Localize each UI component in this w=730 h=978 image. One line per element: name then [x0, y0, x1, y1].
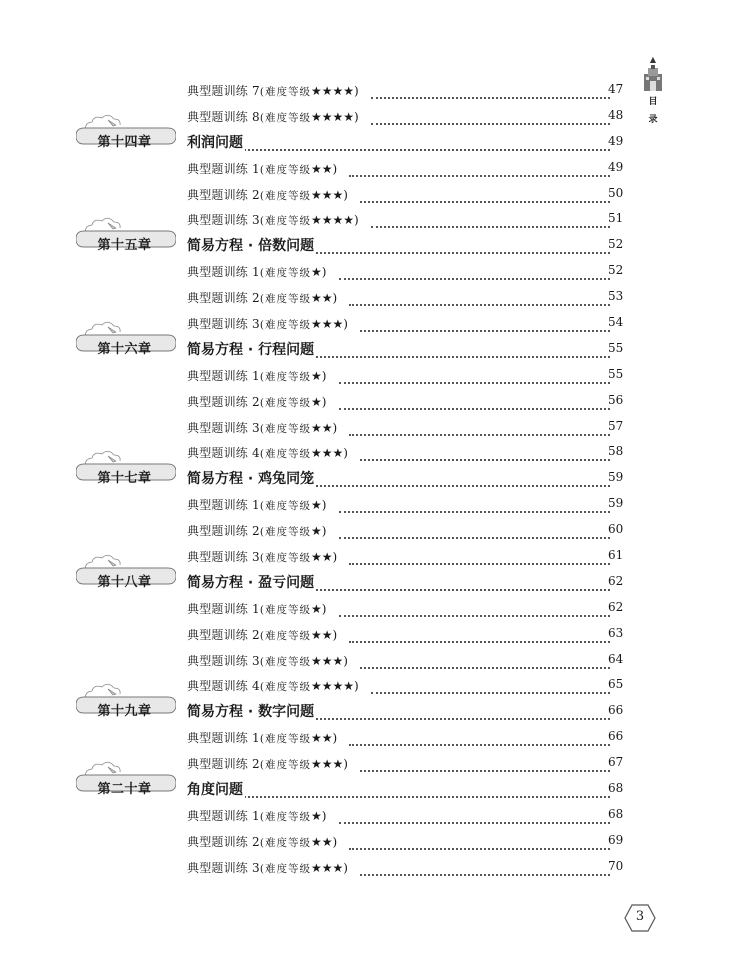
chapter-title[interactable]: 利润问题 — [187, 132, 245, 152]
difficulty-label: (难度等级 — [259, 86, 311, 98]
exercise-name: 典型题训练 1 — [187, 265, 260, 280]
difficulty-stars-icon: ★★★ — [310, 757, 344, 772]
dot-leader — [360, 316, 610, 332]
dot-leader — [339, 394, 610, 410]
exercise-row[interactable] — [0, 829, 730, 855]
dot-leader — [349, 549, 610, 565]
chapter-badge — [76, 215, 176, 255]
exercise-title[interactable] — [187, 677, 359, 694]
exercise-name: 典型题训练 3 — [187, 860, 260, 875]
exercise-name: 典型题训练 2 — [187, 524, 260, 539]
exercise-name: 典型题训练 7 — [187, 84, 260, 98]
dot-leader — [339, 264, 610, 280]
page-ref: 48 — [608, 107, 624, 122]
page-ref: 47 — [608, 82, 624, 96]
difficulty-label: (难度等级 — [259, 163, 311, 176]
exercise-row[interactable] — [0, 285, 730, 311]
page-ref: 66 — [608, 729, 624, 744]
difficulty-label: (难度等级 — [259, 629, 311, 642]
exercise-title[interactable] — [187, 807, 327, 824]
table-of-contents — [0, 78, 730, 881]
chapter-number: 第十八章 — [97, 574, 152, 590]
difficulty-stars-icon: ★ — [310, 524, 322, 539]
difficulty-stars-icon: ★★★ — [310, 860, 344, 875]
difficulty-label: (难度等级 — [259, 448, 311, 461]
exercise-row[interactable] — [0, 855, 730, 881]
difficulty-close: ) — [354, 679, 359, 694]
difficulty-close: ) — [321, 498, 327, 513]
exercise-name: 典型题训练 4 — [187, 679, 260, 694]
difficulty-stars-icon: ★★ — [310, 291, 333, 306]
chapter-number: 第十七章 — [97, 471, 152, 487]
difficulty-stars-icon: ★★★★ — [310, 213, 354, 228]
difficulty-label: (难度等级 — [259, 293, 311, 306]
difficulty-close: ) — [332, 420, 338, 435]
page-ref: 55 — [608, 366, 624, 381]
chapter-badge — [76, 552, 176, 592]
chapter-row[interactable] — [0, 466, 730, 492]
difficulty-stars-icon: ★★ — [310, 834, 333, 849]
difficulty-close: ) — [354, 213, 359, 228]
difficulty-close: ) — [332, 834, 338, 849]
exercise-name: 典型题训练 3 — [187, 420, 260, 435]
chapter-number: 第十九章 — [97, 704, 152, 720]
dot-leader — [349, 290, 610, 306]
exercise-title[interactable] — [187, 626, 337, 643]
difficulty-label: (难度等级 — [259, 759, 311, 772]
exercise-title[interactable] — [187, 186, 348, 203]
dot-leader — [240, 135, 610, 151]
page-ref: 63 — [608, 625, 624, 640]
exercise-row[interactable] — [0, 725, 730, 751]
exercise-name: 典型题训练 2 — [187, 291, 260, 306]
chapter-title[interactable]: 简易方程 · 行程问题 — [187, 339, 316, 359]
difficulty-stars-icon: ★★ — [310, 627, 333, 642]
dot-leader — [339, 497, 610, 513]
difficulty-close: ) — [321, 394, 327, 409]
difficulty-label: (难度等级 — [259, 319, 311, 332]
difficulty-label: (难度等级 — [259, 836, 311, 849]
chapter-row[interactable] — [0, 777, 730, 803]
difficulty-label: (难度等级 — [259, 526, 311, 539]
page-ref: 68 — [608, 781, 624, 796]
exercise-title[interactable] — [187, 160, 337, 177]
exercise-row[interactable] — [0, 648, 730, 674]
exercise-title[interactable] — [187, 522, 327, 539]
chapter-number: 第十四章 — [97, 134, 152, 150]
difficulty-label: (难度等级 — [259, 370, 311, 383]
difficulty-label: (难度等级 — [259, 810, 311, 823]
page-ref: 62 — [608, 599, 624, 614]
dot-leader — [339, 601, 610, 617]
exercise-title[interactable] — [187, 419, 337, 436]
page-ref: 55 — [608, 340, 624, 355]
page-ref: 51 — [608, 211, 624, 226]
difficulty-close: ) — [354, 109, 359, 124]
exercise-row[interactable] — [0, 259, 730, 285]
page-ref: 69 — [608, 832, 624, 847]
difficulty-stars-icon: ★★★★ — [310, 679, 354, 694]
up-triangle-icon: ▲ — [649, 55, 657, 64]
difficulty-label: (难度等级 — [259, 267, 311, 280]
difficulty-label: (难度等级 — [259, 215, 311, 228]
exercise-row[interactable] — [0, 78, 730, 104]
dot-leader — [360, 445, 610, 461]
page-ref: 49 — [608, 133, 624, 148]
exercise-title[interactable] — [187, 833, 337, 850]
dot-leader — [339, 368, 610, 384]
difficulty-label: (难度等级 — [259, 552, 311, 565]
dot-leader — [349, 730, 610, 746]
chapter-title[interactable]: 角度问题 — [187, 779, 245, 799]
exercise-name: 典型题训练 1 — [187, 161, 260, 176]
difficulty-stars-icon: ★ — [310, 601, 322, 616]
difficulty-stars-icon: ★★★★ — [310, 84, 354, 98]
difficulty-label: (难度等级 — [259, 862, 311, 875]
chapter-number: 第十六章 — [97, 341, 152, 357]
chapter-row[interactable] — [0, 130, 730, 156]
dot-leader — [371, 678, 610, 694]
difficulty-close: ) — [332, 291, 338, 306]
page-ref: 52 — [608, 263, 624, 278]
chapter-badge — [76, 448, 176, 488]
exercise-name: 典型题训练 1 — [187, 731, 260, 746]
side-label-1: 目 — [648, 97, 658, 107]
exercise-title[interactable] — [187, 289, 337, 306]
dot-leader — [339, 808, 610, 824]
chapter-row[interactable] — [0, 699, 730, 725]
difficulty-close: ) — [354, 84, 359, 98]
difficulty-stars-icon: ★ — [310, 265, 322, 280]
exercise-name: 典型题训练 3 — [187, 213, 260, 228]
difficulty-close: ) — [332, 731, 338, 746]
exercise-title[interactable] — [187, 548, 337, 565]
exercise-title[interactable] — [187, 108, 359, 125]
difficulty-stars-icon: ★★ — [310, 731, 333, 746]
exercise-row[interactable] — [0, 518, 730, 544]
exercise-row[interactable] — [0, 415, 730, 441]
dot-leader — [349, 834, 610, 850]
chapter-number: 第二十章 — [97, 782, 152, 798]
difficulty-close: ) — [343, 757, 349, 772]
exercise-row[interactable] — [0, 803, 730, 829]
exercise-row[interactable] — [0, 492, 730, 518]
page-ref: 68 — [608, 806, 624, 821]
page-ref: 57 — [608, 418, 624, 433]
dot-leader — [349, 420, 610, 436]
difficulty-label: (难度等级 — [259, 655, 311, 668]
difficulty-stars-icon: ★★ — [310, 420, 333, 435]
dot-leader — [339, 523, 610, 539]
difficulty-close: ) — [343, 653, 349, 668]
page-ref: 59 — [608, 470, 624, 485]
page-ref: 61 — [608, 548, 624, 563]
page-number: 3 — [635, 909, 645, 924]
dot-leader — [371, 212, 610, 228]
chapter-title[interactable]: 简易方程 · 盈亏问题 — [187, 572, 316, 592]
page-ref: 56 — [608, 392, 624, 407]
exercise-name: 典型题训练 1 — [187, 498, 260, 513]
page-ref: 64 — [608, 651, 624, 666]
difficulty-label: (难度等级 — [259, 111, 311, 124]
dot-leader — [360, 653, 610, 669]
exercise-name: 典型题训练 2 — [187, 627, 260, 642]
dot-leader — [371, 83, 610, 99]
page-ref: 70 — [608, 858, 624, 873]
exercise-name: 典型题训练 1 — [187, 808, 260, 823]
difficulty-label: (难度等级 — [259, 733, 311, 746]
exercise-name: 典型题训练 1 — [187, 601, 260, 616]
difficulty-close: ) — [332, 161, 338, 176]
page-ref: 62 — [608, 573, 624, 588]
dot-leader — [240, 782, 610, 798]
difficulty-label: (难度等级 — [259, 422, 311, 435]
exercise-name: 典型题训练 3 — [187, 653, 260, 668]
page-ref: 49 — [608, 159, 624, 174]
difficulty-close: ) — [332, 627, 338, 642]
difficulty-label: (难度等级 — [259, 603, 311, 616]
difficulty-close: ) — [332, 550, 338, 565]
exercise-row[interactable] — [0, 182, 730, 208]
exercise-title[interactable] — [187, 315, 348, 332]
chapter-title[interactable]: 简易方程 · 数字问题 — [187, 701, 316, 721]
exercise-name: 典型题训练 3 — [187, 317, 260, 332]
exercise-name: 典型题训练 4 — [187, 446, 260, 461]
page-ref: 67 — [608, 755, 624, 770]
exercise-title[interactable] — [187, 211, 359, 228]
exercise-row[interactable] — [0, 622, 730, 648]
difficulty-label: (难度等级 — [259, 396, 311, 409]
exercise-title[interactable] — [187, 82, 359, 99]
exercise-title[interactable] — [187, 444, 348, 461]
difficulty-label: (难度等级 — [259, 500, 311, 513]
exercise-title[interactable] — [187, 263, 327, 280]
difficulty-stars-icon: ★ — [310, 498, 322, 513]
exercise-name: 典型题训练 8 — [187, 109, 260, 124]
exercise-title[interactable] — [187, 393, 327, 410]
chapter-badge — [76, 112, 176, 152]
exercise-title[interactable] — [187, 755, 348, 772]
difficulty-close: ) — [321, 601, 327, 616]
exercise-title[interactable] — [187, 729, 337, 746]
page-ref: 58 — [608, 444, 624, 459]
difficulty-label: (难度等级 — [259, 681, 311, 694]
difficulty-close: ) — [321, 524, 327, 539]
exercise-row[interactable] — [0, 363, 730, 389]
difficulty-stars-icon: ★ — [310, 394, 322, 409]
page-ref: 53 — [608, 289, 624, 304]
page-ref: 52 — [608, 237, 624, 252]
difficulty-stars-icon: ★★★ — [310, 187, 344, 202]
difficulty-stars-icon: ★ — [310, 368, 322, 383]
dot-leader — [360, 187, 610, 203]
difficulty-close: ) — [321, 808, 327, 823]
exercise-name: 典型题训练 2 — [187, 394, 260, 409]
difficulty-stars-icon: ★★★★ — [310, 109, 354, 124]
exercise-title[interactable] — [187, 859, 348, 876]
exercise-name: 典型题训练 3 — [187, 550, 260, 565]
dot-leader — [349, 161, 610, 177]
chapter-badge — [76, 681, 176, 721]
page-ref: 66 — [608, 703, 624, 718]
exercise-name: 典型题训练 2 — [187, 834, 260, 849]
exercise-title[interactable] — [187, 367, 327, 384]
difficulty-close: ) — [343, 317, 349, 332]
dot-leader — [349, 627, 610, 643]
difficulty-stars-icon: ★ — [310, 808, 322, 823]
difficulty-stars-icon: ★★ — [310, 550, 333, 565]
difficulty-stars-icon: ★★ — [310, 161, 333, 176]
page-number-badge — [623, 903, 657, 933]
difficulty-label: (难度等级 — [259, 189, 311, 202]
difficulty-stars-icon: ★★★ — [310, 446, 344, 461]
chapter-number: 第十五章 — [97, 238, 152, 254]
difficulty-close: ) — [343, 187, 349, 202]
chapter-badge — [76, 759, 176, 799]
exercise-row[interactable] — [0, 596, 730, 622]
difficulty-close: ) — [321, 265, 327, 280]
chapter-title[interactable]: 简易方程 · 鸡兔同笼 — [187, 468, 316, 488]
difficulty-close: ) — [343, 860, 349, 875]
page-ref: 50 — [608, 185, 624, 200]
chapter-row[interactable] — [0, 570, 730, 596]
difficulty-stars-icon: ★★★ — [310, 317, 344, 332]
difficulty-close: ) — [343, 446, 349, 461]
side-label-2: 录 — [648, 115, 658, 125]
chapter-title[interactable]: 简易方程 · 倍数问题 — [187, 235, 316, 255]
page-ref: 60 — [608, 522, 624, 537]
chapter-row[interactable] — [0, 233, 730, 259]
dot-leader — [360, 860, 610, 876]
dot-leader — [360, 756, 610, 772]
exercise-row[interactable] — [0, 156, 730, 182]
exercise-title[interactable] — [187, 652, 348, 669]
chapter-badge — [76, 319, 176, 359]
page-ref: 59 — [608, 496, 624, 511]
exercise-name: 典型题训练 2 — [187, 757, 260, 772]
exercise-row[interactable] — [0, 389, 730, 415]
chapter-row[interactable] — [0, 337, 730, 363]
dot-leader — [371, 109, 610, 125]
exercise-name: 典型题训练 1 — [187, 368, 260, 383]
exercise-title[interactable] — [187, 496, 327, 513]
difficulty-stars-icon: ★★★ — [310, 653, 344, 668]
difficulty-close: ) — [321, 368, 327, 383]
page-ref: 65 — [608, 677, 624, 692]
exercise-title[interactable] — [187, 600, 327, 617]
exercise-name: 典型题训练 2 — [187, 187, 260, 202]
page-ref: 54 — [608, 315, 624, 330]
